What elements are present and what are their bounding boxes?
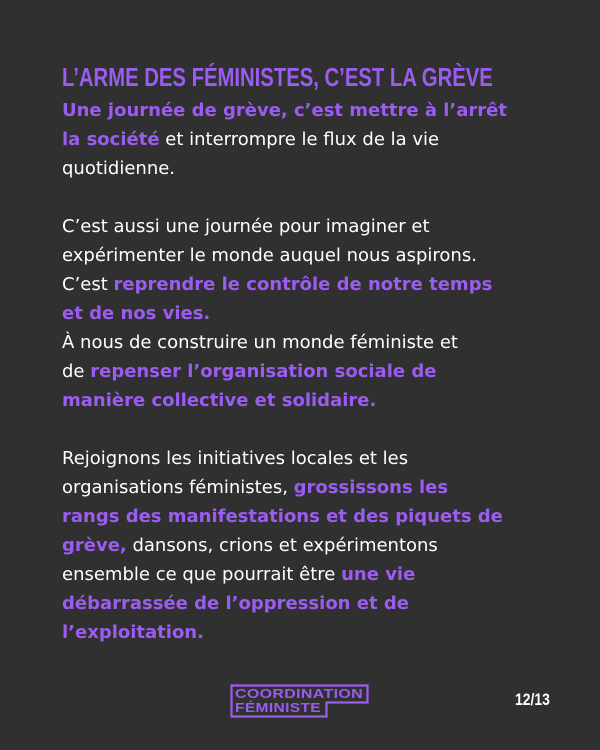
page-number: 12/13 bbox=[515, 690, 550, 709]
text-line bbox=[62, 158, 175, 179]
text-line bbox=[62, 448, 408, 469]
text-line bbox=[62, 216, 430, 237]
slide-title: L’ARME DES FÉMINISTES, C’EST LA GRÈVE bbox=[62, 62, 493, 92]
coordination-feministe-logo bbox=[230, 684, 370, 718]
body-text-run: ensemble ce que pourrait être bbox=[62, 564, 342, 585]
text-line bbox=[62, 506, 503, 527]
body-text-run: expérimenter le monde auquel nous aspirons. bbox=[62, 245, 477, 266]
body-text bbox=[62, 96, 562, 647]
body-paragraph bbox=[62, 96, 562, 183]
highlighted-text: grève, bbox=[62, 535, 127, 556]
highlighted-text: l’exploitation. bbox=[62, 622, 204, 643]
body-paragraph bbox=[62, 212, 562, 415]
logo-line-2: FÉMINISTE bbox=[235, 700, 322, 715]
highlighted-text: manière collective et solidaire. bbox=[62, 390, 377, 411]
body-text-run: de bbox=[62, 361, 91, 382]
text-line bbox=[62, 535, 438, 556]
highlighted-text: grossissons les bbox=[293, 477, 449, 498]
body-text-run: C’est bbox=[62, 274, 114, 295]
text-line bbox=[62, 361, 436, 382]
text-line bbox=[62, 622, 204, 643]
text-line bbox=[62, 129, 439, 150]
logo-line-1: COORDINATION bbox=[235, 686, 363, 701]
body-text-run: À nous de construire un monde féministe et bbox=[62, 332, 458, 353]
text-line bbox=[62, 274, 492, 295]
highlighted-text: rangs des manifestations et des piquets de bbox=[62, 506, 503, 527]
body-text-run: et interrompre le flux de la vie bbox=[159, 129, 440, 150]
highlighted-text: reprendre le contrôle de notre temps bbox=[113, 274, 493, 295]
text-line bbox=[62, 245, 477, 266]
text-line bbox=[62, 564, 415, 585]
body-text-run: organisations féministes, bbox=[62, 477, 294, 498]
body-text-run: Rejoignons les initiatives locales et les bbox=[62, 448, 409, 469]
text-line bbox=[62, 477, 448, 498]
highlighted-text: repenser l’organisation sociale de bbox=[90, 361, 437, 382]
text-line bbox=[62, 593, 409, 614]
text-line bbox=[62, 100, 507, 121]
highlighted-text: Une journée de grève, c’est mettre à l’arrêt bbox=[62, 100, 507, 121]
body-text-run: quotidienne. bbox=[62, 158, 176, 179]
highlighted-text: la société bbox=[62, 129, 160, 150]
text-line bbox=[62, 332, 458, 353]
text-line bbox=[62, 390, 376, 411]
body-text-run: dansons, crions et expérimentons bbox=[126, 535, 438, 556]
highlighted-text: et de nos vies. bbox=[62, 303, 211, 324]
body-paragraph bbox=[62, 444, 562, 647]
body-text-run: C’est aussi une journée pour imaginer et bbox=[62, 216, 430, 237]
highlighted-text: débarrassée de l’oppression et de bbox=[62, 593, 409, 614]
highlighted-text: une vie bbox=[341, 564, 416, 585]
text-line bbox=[62, 303, 210, 324]
